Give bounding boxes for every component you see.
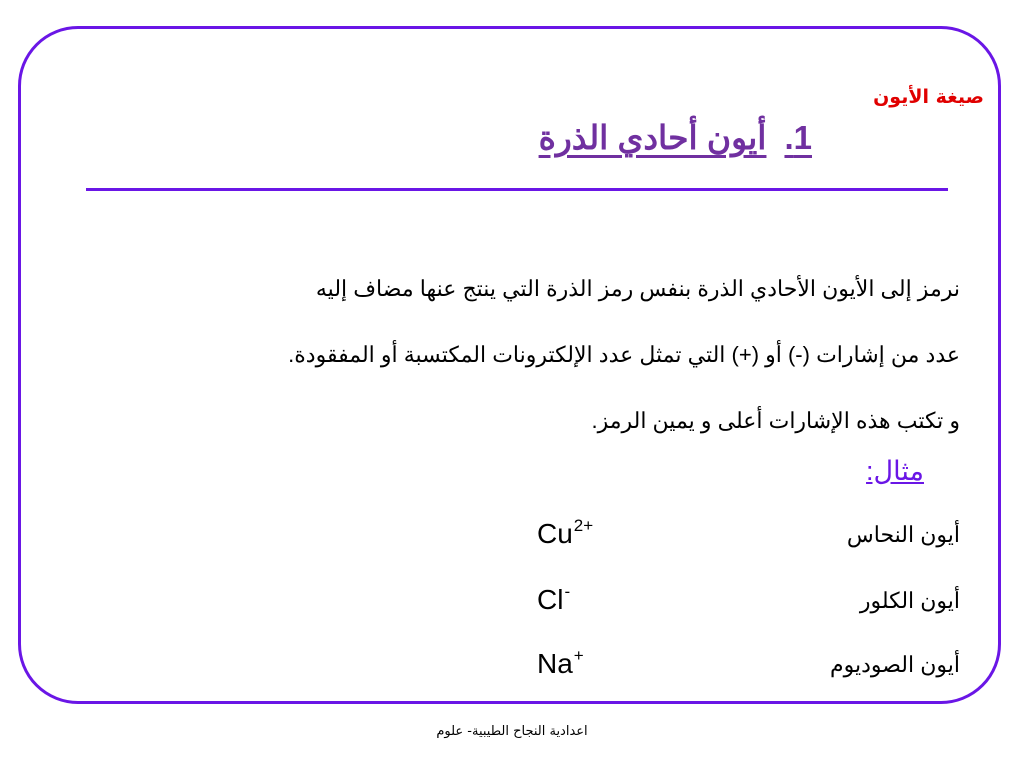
heading-text: أيون أحادي الذرة xyxy=(538,119,767,156)
paragraph-line-2: عدد من إشارات (-) أو (+) التي تمثل عدد الإلكترونات المكتسبة أو المفقودة. xyxy=(288,342,960,367)
example-row-chlorine xyxy=(60,582,960,628)
ion-charge: + xyxy=(573,646,584,665)
ion-name: أيون الصوديوم xyxy=(829,652,960,677)
paragraph-line-3: و تكتب هذه الإشارات أعلى و يمين الرمز. xyxy=(591,408,960,433)
element-symbol: Cl xyxy=(537,584,564,615)
paragraph-line-1: نرمز إلى الأيون الأحادي الذرة بنفس رمز الذرة التي ينتج عنها مضاف إليه xyxy=(315,276,960,301)
page-title xyxy=(539,118,812,157)
ion-name: أيون النحاس xyxy=(846,522,960,547)
element-symbol: Na xyxy=(537,648,573,679)
footer-text: اعدادية النجاح الطيبية- علوم xyxy=(436,724,588,739)
ion-symbol xyxy=(537,516,593,550)
ion-charge: 2+ xyxy=(573,516,594,535)
example-row-copper xyxy=(60,516,960,562)
element-symbol: Cu xyxy=(537,518,573,549)
ion-charge: - xyxy=(564,582,571,601)
ion-symbol xyxy=(537,646,584,680)
title-divider xyxy=(86,188,948,191)
ion-name: أيون الكلور xyxy=(859,588,960,613)
section-label: صيغة الأيون xyxy=(873,86,984,108)
example-label: مثال: xyxy=(866,456,924,486)
heading-number: 1. xyxy=(784,119,812,156)
example-row-sodium xyxy=(60,646,960,692)
ion-symbol xyxy=(537,582,570,616)
